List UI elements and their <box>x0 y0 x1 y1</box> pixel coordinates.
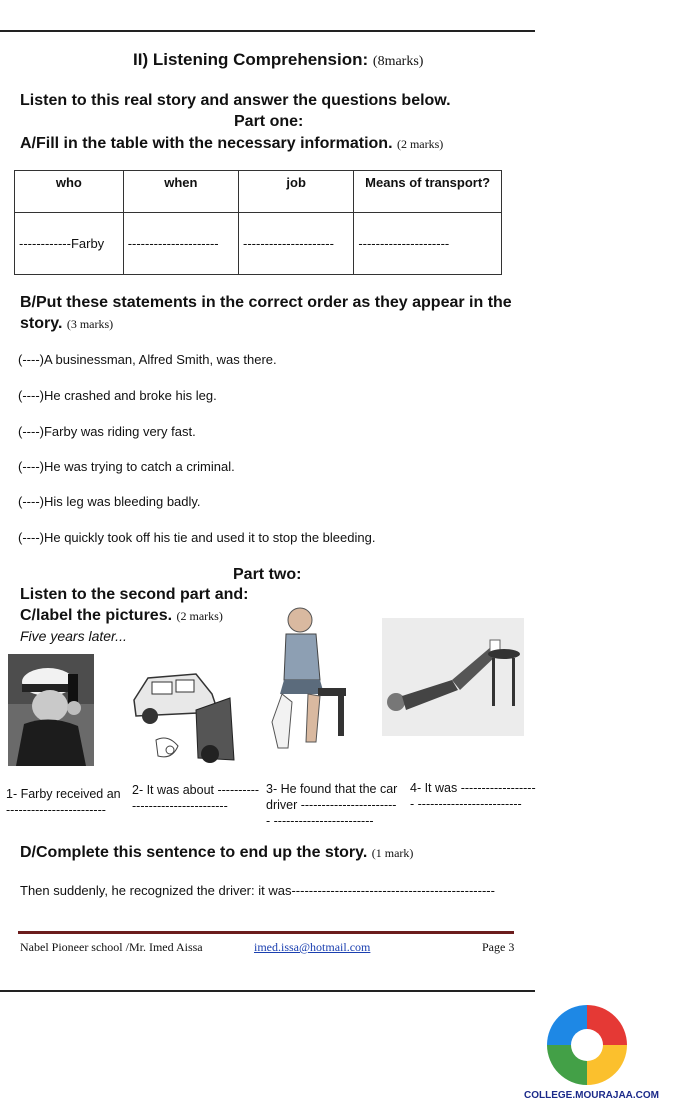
top-rule <box>0 30 535 32</box>
footer-school: Nabel Pioneer school /Mr. Imed Aissa <box>20 940 203 954</box>
caption-3: 3- He found that the car driver ------------------------ ------------------------ <box>266 782 398 828</box>
footer-rule <box>18 931 514 934</box>
police-officer-picture <box>8 654 94 766</box>
man-lying-picture <box>382 618 524 736</box>
injured-man-picture <box>258 602 350 752</box>
section-d-sentence: Then suddenly, he recognized the driver: it was----------------------------------------------- <box>20 883 495 898</box>
cell-transport[interactable]: --------------------- <box>354 213 502 275</box>
header-when: when <box>123 171 238 213</box>
statement-1: (----)A businessman, Alfred Smith, was there. <box>18 352 277 367</box>
intro-text: Listen to this real story and answer the questions below. <box>20 92 451 109</box>
section-d-heading: D/Complete this sentence to end up the story. (1 mark) <box>20 844 414 861</box>
caption-4: 4- It was ------------------- ------------------------- <box>410 781 536 811</box>
car-crash-picture <box>126 650 236 774</box>
logo-text: COLLEGE.MOURAJAA.COM <box>524 1090 659 1101</box>
statement-4: (----)He was trying to catch a criminal. <box>18 459 235 474</box>
statement-6: (----)He quickly took off his tie and used it to stop the bleeding. <box>18 530 376 545</box>
part-two-title: Part two: <box>233 566 302 583</box>
cell-job[interactable]: --------------------- <box>239 213 354 275</box>
statement-2: (----)He crashed and broke his leg. <box>18 388 217 403</box>
college-mourajaa-logo <box>544 1002 630 1088</box>
section-b-heading: B/Put these statements in the correct order as they appear in the story. (3 marks) <box>20 294 512 332</box>
caption-1: 1- Farby received an ------------------------ <box>6 787 121 817</box>
section-c-subtitle: Five years later... <box>20 628 127 644</box>
cell-when[interactable]: --------------------- <box>123 213 238 275</box>
footer-email[interactable]: imed.issa@hotmail.com <box>254 940 371 954</box>
bottom-rule <box>0 990 535 992</box>
header-transport: Means of transport? <box>354 171 502 213</box>
statement-3: (----)Farby was riding very fast. <box>18 424 196 439</box>
section-a-heading: A/Fill in the table with the necessary information. (2 marks) <box>20 135 444 152</box>
footer-page: Page 3 <box>482 940 515 954</box>
info-table <box>14 170 502 275</box>
part-one-title: Part one: <box>234 113 304 130</box>
section-c-intro: Listen to the second part and: <box>20 586 249 603</box>
header-job: job <box>239 171 354 213</box>
cell-who[interactable]: ------------Farby <box>15 213 124 275</box>
statement-5: (----)His leg was bleeding badly. <box>18 494 201 509</box>
caption-2: 2- It was about ---------- ----------------------- <box>132 783 260 813</box>
section-c-heading: C/label the pictures. (2 marks) <box>20 607 223 624</box>
section-title: II) Listening Comprehension: (8marks) <box>133 50 424 69</box>
header-who: who <box>15 171 124 213</box>
